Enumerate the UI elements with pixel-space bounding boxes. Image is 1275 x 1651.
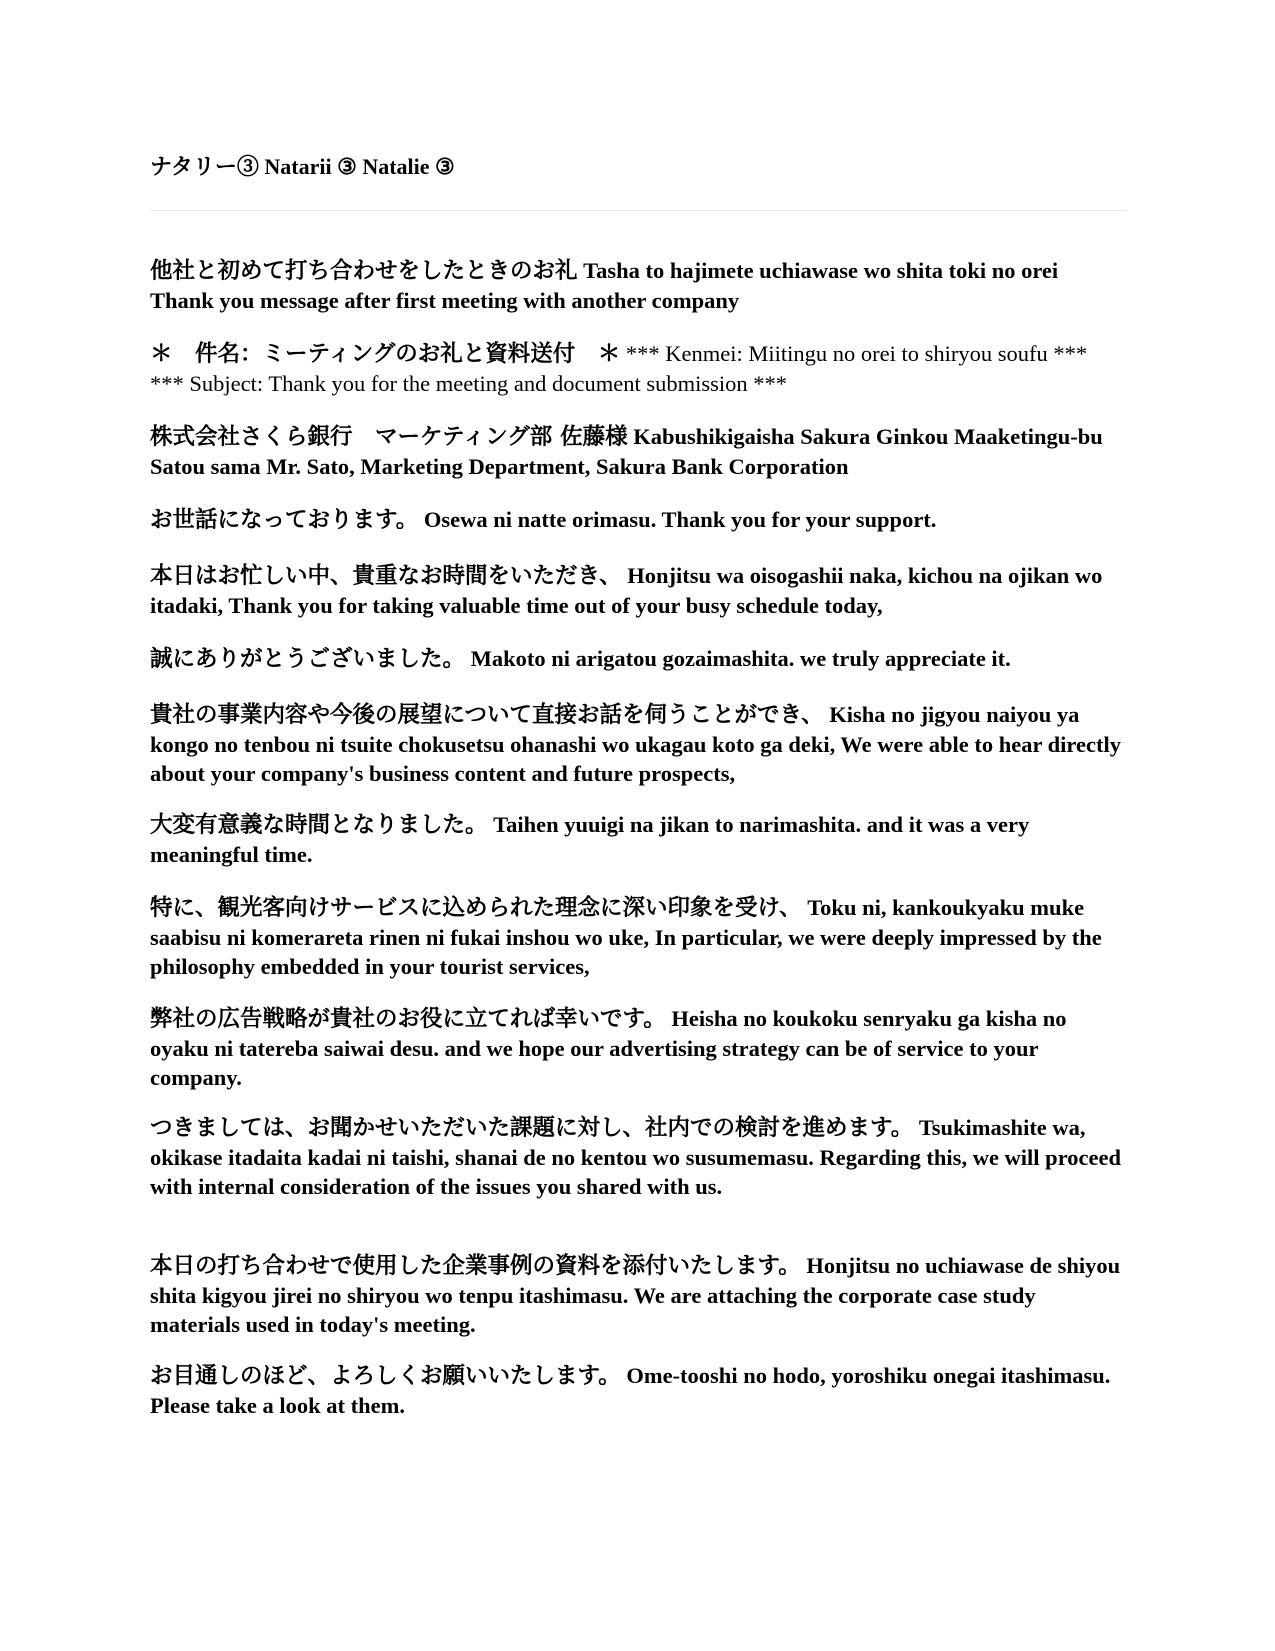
- paragraph-followup: [150, 1113, 1126, 1201]
- paragraph-recipient: [150, 422, 1126, 481]
- paragraph-en: Tasha to hajimete uchiawase wo shita toki no orei Thank you message after first meeting with another company: [150, 258, 1059, 313]
- paragraph-impression: [150, 893, 1126, 981]
- paragraph-attachment: [150, 1251, 1126, 1339]
- paragraph-en: Makoto ni arigatou gozaimashita. we truly appreciate it.: [465, 646, 1011, 671]
- paragraph-appreciation: [150, 644, 1126, 674]
- paragraph-jp: つきましては、お聞かせいただいた課題に対し、社内での検討を進めます。: [150, 1115, 914, 1141]
- paragraph-en: Toku ni, kankoukyaku muke saabisu ni komerareta rinen ni fukai inshou wo uke, In particular, we were deeply impressed by the philosophy embedded in your tourist services,: [150, 895, 1102, 979]
- paragraph-greeting: [150, 505, 1126, 535]
- paragraph-jp: 本日の打ち合わせで使用した企業事例の資料を添付いたします。: [150, 1253, 801, 1279]
- paragraph-en: Heisha no koukoku senryaku ga kisha no oyaku ni tatereba saiwai desu. and we hope our advertising strategy can be of service to your company.: [150, 1006, 1067, 1090]
- paragraph-jp: 株式会社さくら銀行 マーケティング部 佐藤様: [150, 424, 628, 450]
- paragraph-jp: ＊ 件名：ミーティングのお礼と資料送付 ＊: [150, 341, 621, 367]
- paragraph-jp: 誠にありがとうございました。: [150, 646, 466, 672]
- paragraph-jp: 大変有意義な時間となりました。: [150, 812, 488, 838]
- paragraph-en: Honjitsu wa oisogashii naka, kichou na ojikan wo itadaki, Thank you for taking valuable time out of your busy schedule today,: [150, 563, 1103, 618]
- paragraph-subject: [150, 339, 1126, 398]
- paragraph-business: [150, 700, 1126, 788]
- paragraph-jp: お目通しのほど、よろしくお願いいたします。: [150, 1363, 621, 1389]
- paragraph-strategy: [150, 1004, 1126, 1092]
- paragraph-en: Kabushikigaisha Sakura Ginkou Maaketingu-bu Satou sama Mr. Sato, Marketing Department, Sakura Bank Corporation: [150, 424, 1103, 479]
- paragraph-jp: 本日はお忙しい中、貴重なお時間をいただき、: [150, 563, 622, 589]
- paragraph-en: Taihen yuuigi na jikan to narimashita. and it was a very meaningful time.: [150, 812, 1030, 867]
- paragraph-jp: 他社と初めて打ち合わせをしたときのお礼: [150, 258, 578, 284]
- paragraph-en: Tsukimashite wa, okikase itadaita kadai ni taishi, shanai de no kentou wo susumemasu. Regarding this, we will proceed with internal consideration of the issues you shared with us.: [150, 1115, 1121, 1199]
- paragraph-en: Ome-tooshi no hodo, yoroshiku onegai itashimasu. Please take a look at them.: [150, 1363, 1111, 1418]
- page-title: ナタリー③ Natarii ③ Natalie ③: [150, 154, 455, 179]
- paragraph-meaningful: [150, 810, 1126, 869]
- paragraph-thanks-time: [150, 561, 1126, 620]
- paragraph-en: Osewa ni natte orimasu. Thank you for your support.: [418, 507, 937, 532]
- paragraph-en: *** Kenmei: Miitingu no orei to shiryou soufu *** *** Subject: Thank you for the meeting and document submission ***: [150, 341, 1088, 396]
- paragraph-jp: 弊社の広告戦略が貴社のお役に立てれば幸いです。: [150, 1006, 666, 1032]
- paragraph-jp: 特に、観光客向けサービスに込められた理念に深い印象を受け、: [150, 895, 802, 921]
- divider: [150, 210, 1126, 211]
- paragraph-en: Kisha no jigyou naiyou ya kongo no tenbou ni tsuite chokusetsu ohanashi wo ukagau koto ga deki, We were able to hear directly about your company's business content and future prospects,: [150, 702, 1121, 786]
- paragraph-jp: お世話になっております。: [150, 507, 419, 533]
- paragraph-en: Honjitsu no uchiawase de shiyou shita kigyou jirei no shiryou wo tenpu itashimasu. We are attaching the corporate case study materials used in today's meeting.: [150, 1253, 1121, 1337]
- paragraph-heading: [150, 256, 1126, 315]
- paragraph-jp: 貴社の事業内容や今後の展望について直接お話を伺うことができ、: [150, 702, 824, 728]
- paragraph-closing: [150, 1361, 1126, 1420]
